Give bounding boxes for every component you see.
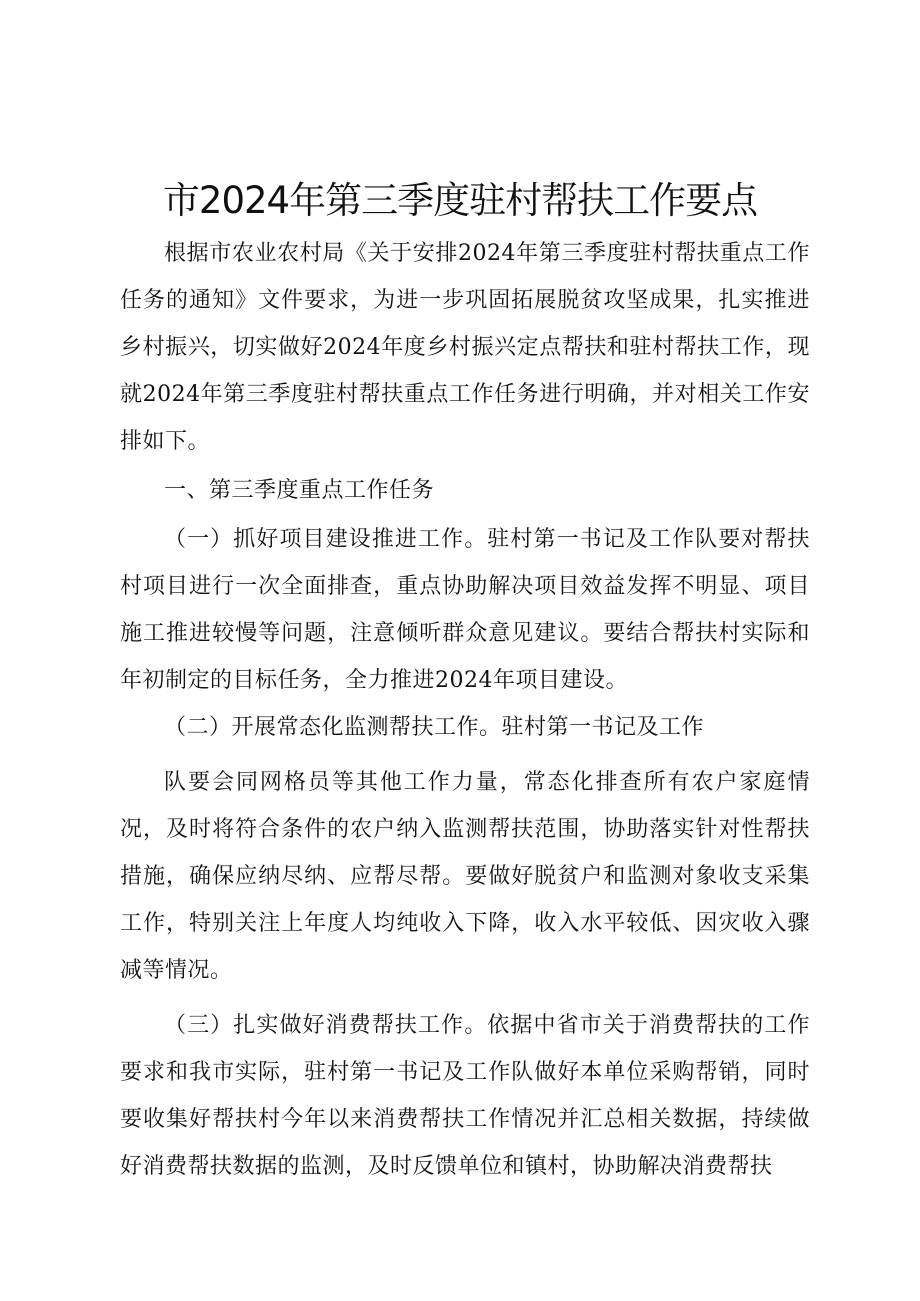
item-2-continuation: 队要会同网格员等其他工作力量，常态化排查所有农户家庭情况，及时将符合条件的农户纳入监测帮扶范围，协助落实针对性帮扶措施，确保应纳尽纳、应帮尽帮。要做好脱贫户和监测对象收支采集工作，特别关注上年度人均纯收入下降，收入水平较低、因灾收入骤减等情况。 [120,770,810,983]
item-3-paragraph: （三）扎实做好消费帮扶工作。依据中省市关于消费帮扶的工作要求和我市实际，驻村第一书记及工作队做好本单位采购帮销，同时要收集好帮扶村今年以来消费帮扶工作情况并汇总相关数据，持续做好消费帮扶数据的监测，及时反馈单位和镇村，协助解决消费帮扶 [120,1013,810,1179]
document-body [120,230,810,1190]
section-heading-1: 一、第三季度重点工作任务 [164,478,435,503]
document-title: 市2024年第三季度驻村帮扶工作要点 [162,179,758,222]
item-2-first-line: （二）开展常态化监测帮扶工作。驻村第一书记及工作 [164,715,705,740]
intro-paragraph: 根据市农业农村局《关于安排2024年第三季度驻村帮扶重点工作任务的通知》文件要求，为进一步巩固拓展脱贫攻坚成果，扎实推进乡村振兴，切实做好2024年度乡村振兴定点帮扶和驻村帮扶工作，现就2024年第三季度驻村帮扶重点工作任务进行明确，并对相关工作安排如下。 [120,241,810,454]
item-1-paragraph: （一）抓好项目建设推进工作。驻村第一书记及工作队要对帮扶村项目进行一次全面排查，重点协助解决项目效益发挥不明显、项目施工推进较慢等问题，注意倾听群众意见建议。要结合帮扶村实际和年初制定的目标任务，全力推进2024年项目建设。 [120,527,810,693]
